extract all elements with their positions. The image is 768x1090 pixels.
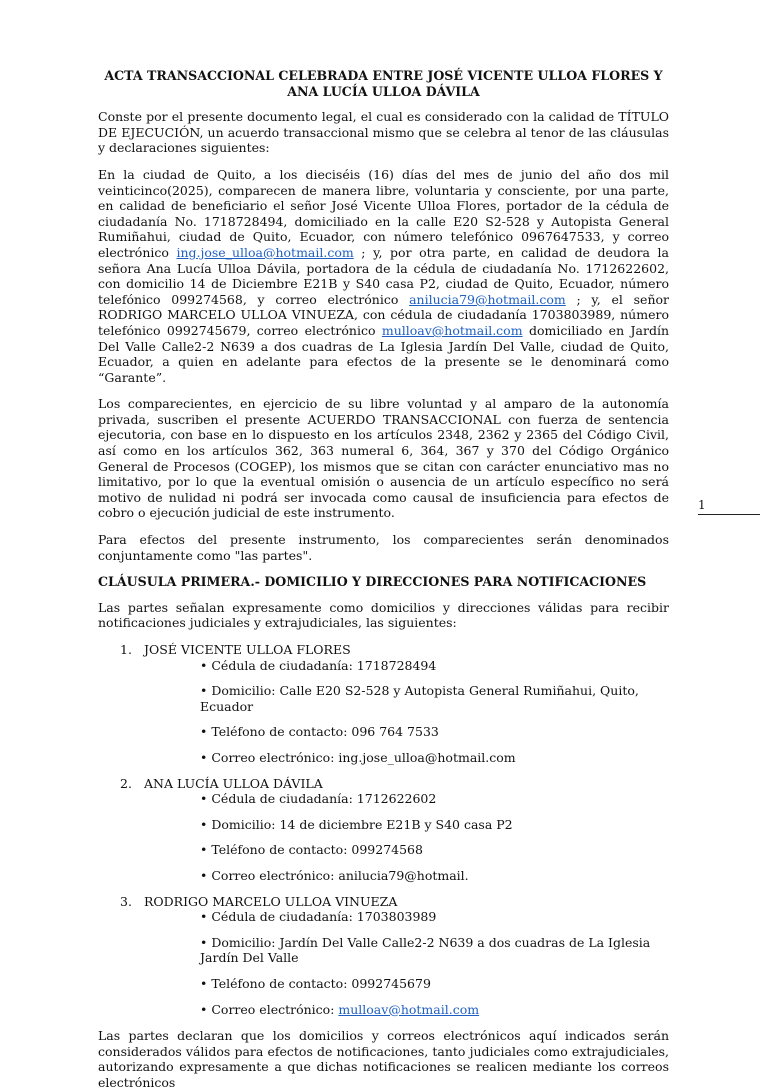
party-domicilio: • Domicilio: Calle E20 S2-528 y Autopista General Rumiñahui, Quito, Ecuador [154,683,669,714]
party-number: 1. [120,642,132,657]
page-number: 1 [698,498,760,515]
party-details [144,658,669,766]
email-link-jose[interactable]: ing.jose_ulloa@hotmail.com [176,244,354,260]
party-domicilio: • Domicilio: 14 de diciembre E21B y S40 casa P2 [154,817,669,833]
email-link-ana[interactable]: anilucia79@hotmail.com [409,291,566,307]
parties-list [98,642,669,1017]
legal-basis-paragraph: Los comparecientes, en ejercicio de su libre voluntad y al amparo de la autonomía privada, suscriben el presente ACUERDO TRANSACCIONAL con fuerza de sentencia ejecutoria, con base en lo dispuesto en los artículos 2348, 2362 y 2365 del Código Civil, así como en los artículos 362, 363 numeral 6, 364, 367 y 370 del Código Orgánico General de Procesos (COGEP), los mismos que se citan con carácter enunciativo mas no limitativo, por lo que la eventual omisión o ausencia de un artículo específico no será motivo de nulidad ni podrá ser invocada como causal de insuficiencia para efectos de cobro o ejecución judicial de este instrumento. [98,396,669,521]
party-cedula: • Cédula de ciudadanía: 1712622602 [154,791,669,807]
notification-paragraph: Las partes declaran que los domicilios y correos electrónicos aquí indicados serán considerados válidos para efectos de notificaciones, tanto judiciales como extrajudiciales, autorizando expresamente a que dichas notificaciones se realicen mediante los correos electrónicos [98,1028,669,1090]
clause-one-heading: CLÁUSULA PRIMERA.- DOMICILIO Y DIRECCIONES PARA NOTIFICACIONES [98,574,647,590]
appearance-text-1: En la ciudad de Quito, a los dieciséis (16) días del mes de junio del año dos mil veinticinco(2025), comparecen de manera libre, voluntaria y consciente, por una parte, en calidad de beneficiario el señor José Vicente Ulloa Flores, portador de la cédula de ciudadanía No. 1718728494, domiciliado en la calle E20 S2-528 y Autopista General Rumiñahui, ciudad de Quito, Ecuador, con número telefónico 0967647533, y correo electrónico [98,166,669,260]
party-telefono: • Teléfono de contacto: 0992745679 [154,976,669,992]
party-name: RODRIGO MARCELO ULLOA VINUEZA [144,893,398,909]
party-domicilio: • Domicilio: Jardín Del Valle Calle2-2 N639 a dos cuadras de La Iglesia Jardín Del Valle [154,935,669,966]
party-correo-label: Correo electrónico: [211,1001,339,1017]
party-number: 3. [120,893,132,909]
party-details [144,909,669,1017]
email-link-rodrigo[interactable]: mulloav@hotmail.com [381,322,523,338]
final-section [98,1028,669,1090]
clause-one-intro: Las partes señalan expresamente como domicilios y direcciones válidas para recibir notificaciones judiciales y extrajudiciales, las siguientes: [98,599,669,631]
party-details [144,791,669,883]
party-telefono: • Teléfono de contacto: 096 764 7533 [154,724,669,740]
parties-definition-paragraph: Para efectos del presente instrumento, los comparecientes serán denominados conjuntamente como "las partes". [98,532,669,563]
party-telefono: • Teléfono de contacto: 099274568 [154,842,669,858]
party-cedula: • Cédula de ciudadanía: 1718728494 [154,658,669,674]
party-item [98,776,669,884]
party-item [98,894,669,1018]
party-cedula: • Cédula de ciudadanía: 1703803989 [154,909,669,925]
party-name: JOSÉ VICENTE ULLOA FLORES [144,642,351,657]
appearance-paragraph [98,167,669,385]
appearance-text-3: ; y, el señor RODRIGO MARCELO ULLOA VINUEZA, con cédula de ciudadanía 1703803989, número telefónico 0992745679, correo electrónico [98,291,669,338]
document-title: ACTA TRANSACCIONAL CELEBRADA ENTRE JOSÉ VICENTE ULLOA FLORES Y ANA LUCÍA ULLOA DÁVILA [104,68,663,99]
party-correo [154,1002,669,1018]
party-correo: • Correo electrónico: anilucia79@hotmail. [154,868,669,884]
party-number: 2. [120,775,132,791]
party-name: ANA LUCÍA ULLOA DÁVILA [144,775,323,791]
party-correo: • Correo electrónico: ing.jose_ulloa@hotmail.com [154,750,669,766]
intro-paragraph: Conste por el presente documento legal, el cual es considerado con la calidad de TÍTULO DE EJECUCIÓN, un acuerdo transaccional mismo que se celebra al tenor de las cláusulas y declaraciones siguientes: [98,109,669,156]
party-item [98,642,669,766]
appearance-text-2: ; y, por otra parte, en calidad de deudora la señora Ana Lucía Ulloa Dávila, portadora de la cédula de ciudadanía No. 1712622602, con domicilio 14 de Diciembre E21B y S40 casa P2, ciudad de Quito, Ecuador, número telefónico 099274568, y correo electrónico [98,244,669,307]
appearance-text-4: domiciliado en Jardín Del Valle Calle2-2 N639 a dos cuadras de La Iglesia Jardín Del Valle, ciudad de Quito, Ecuador, a quien en adelante para efectos de la presente se le denominará como “Garante”. [98,322,669,385]
document-body [98,68,669,1090]
party-email-link[interactable]: mulloav@hotmail.com [338,1001,480,1017]
